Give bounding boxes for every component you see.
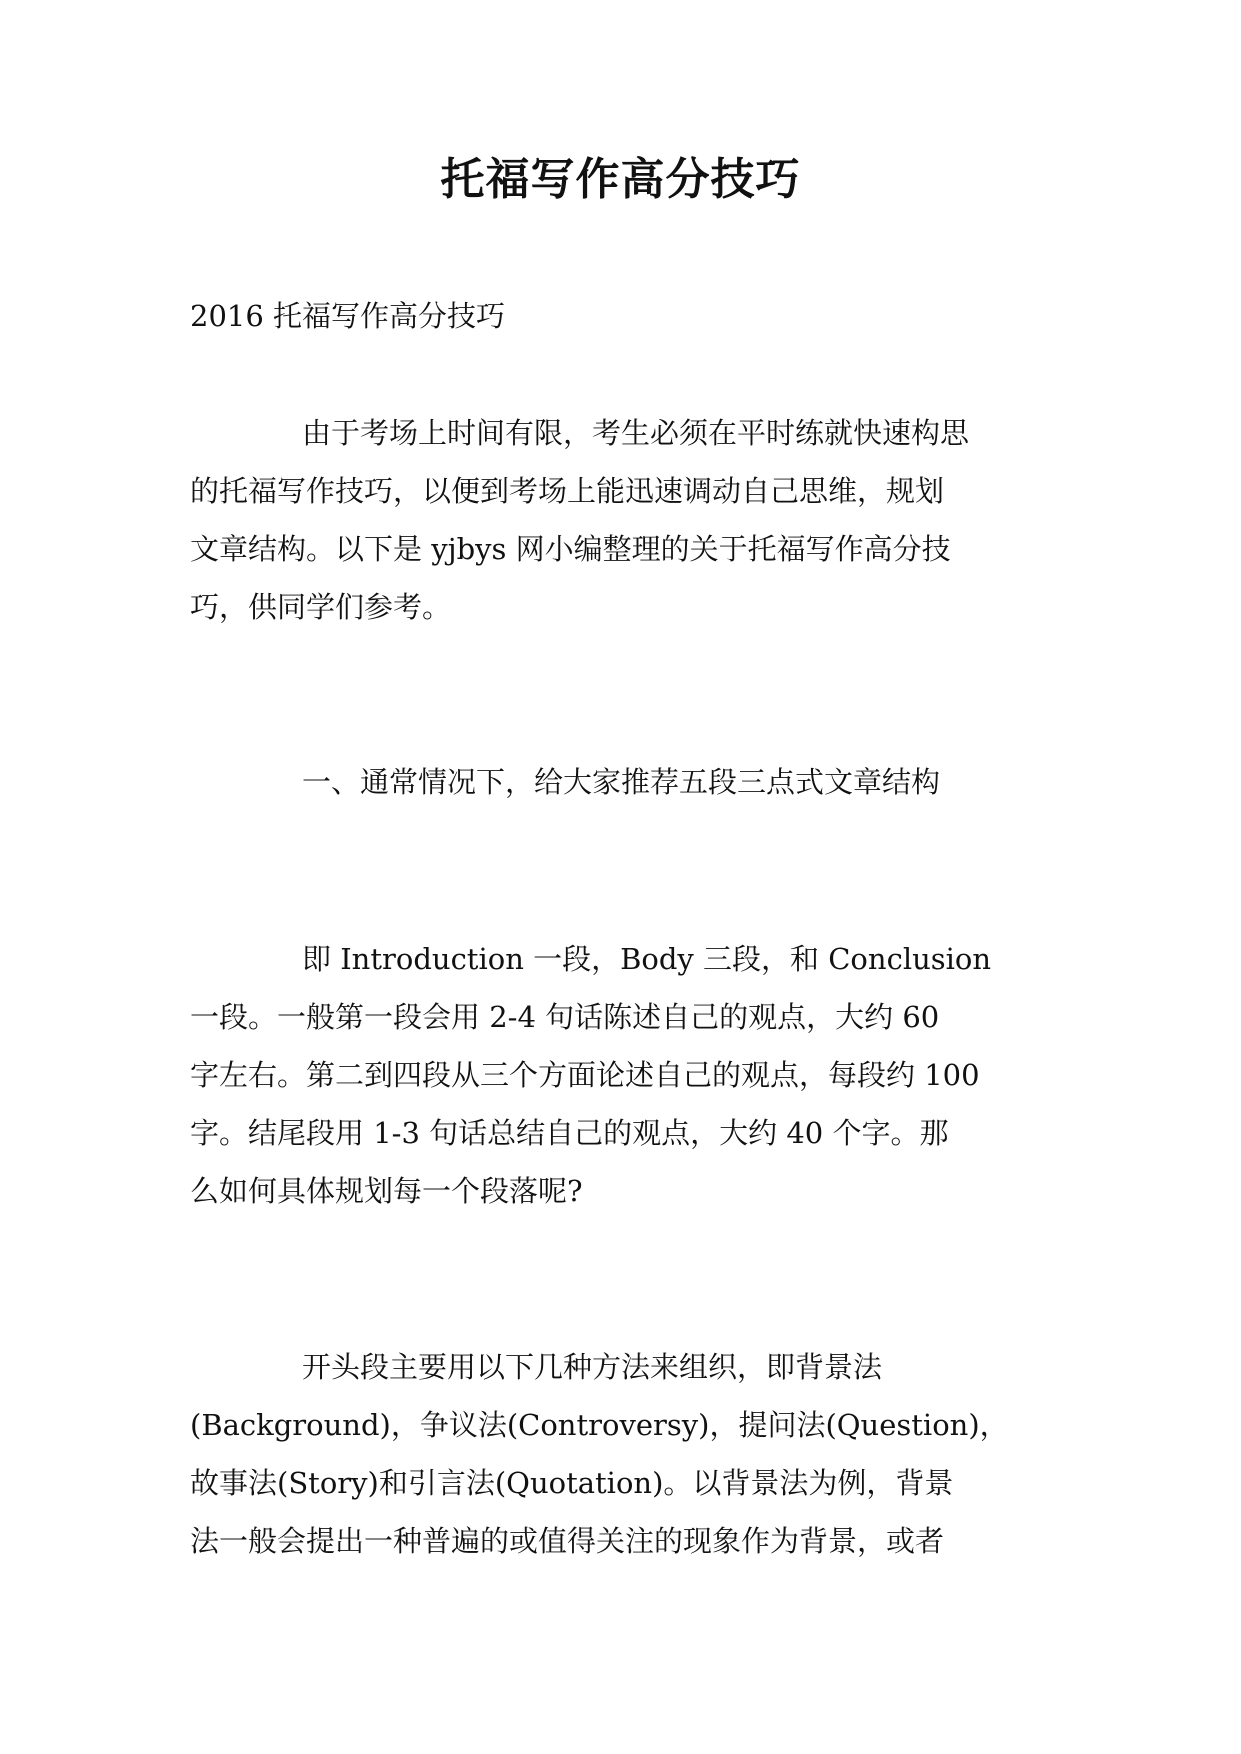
paragraph-line: 由于考场上时间有限，考生必须在平时练就快速构思 [302, 416, 970, 450]
paragraph-line: 文章结构。以下是 yjbys 网小编整理的关于托福写作高分技 [190, 532, 951, 566]
structure-paragraph [190, 930, 1060, 1220]
paragraph-line: 字。结尾段用 1-3 句话总结自己的观点，大约 40 个字。那 [190, 1116, 949, 1150]
section-heading: 一、通常情况下，给大家推荐五段三点式文章结构 [302, 765, 941, 799]
paragraph-line: 开头段主要用以下几种方法来组织，即背景法 [302, 1350, 883, 1384]
intro-paragraph [190, 404, 1060, 636]
opening-methods-paragraph [190, 1338, 1060, 1570]
paragraph-line: 故事法(Story)和引言法(Quotation)。以背景法为例，背景 [190, 1466, 954, 1500]
paragraph-line: 么如何具体规划每一个段落呢? [190, 1174, 583, 1208]
paragraph-line: 的托福写作技巧，以便到考场上能迅速调动自己思维，规划 [190, 474, 945, 508]
document-title: 托福写作高分技巧 [440, 154, 801, 205]
paragraph-line: 一段。一般第一段会用 2-4 句话陈述自己的观点，大约 60 [190, 1000, 940, 1034]
paragraph-line: 巧，供同学们参考。 [190, 590, 452, 624]
document-subtitle: 2016 托福写作高分技巧 [190, 299, 506, 333]
paragraph-line: 即 Introduction 一段，Body 三段，和 Conclusion [302, 942, 992, 976]
paragraph-line: 字左右。第二到四段从三个方面论述自己的观点，每段约 100 [190, 1058, 980, 1092]
paragraph-line: (Background)，争议法(Controversy)，提问法(Question)， [190, 1408, 1009, 1442]
paragraph-line: 法一般会提出一种普遍的或值得关注的现象作为背景，或者 [190, 1524, 945, 1558]
